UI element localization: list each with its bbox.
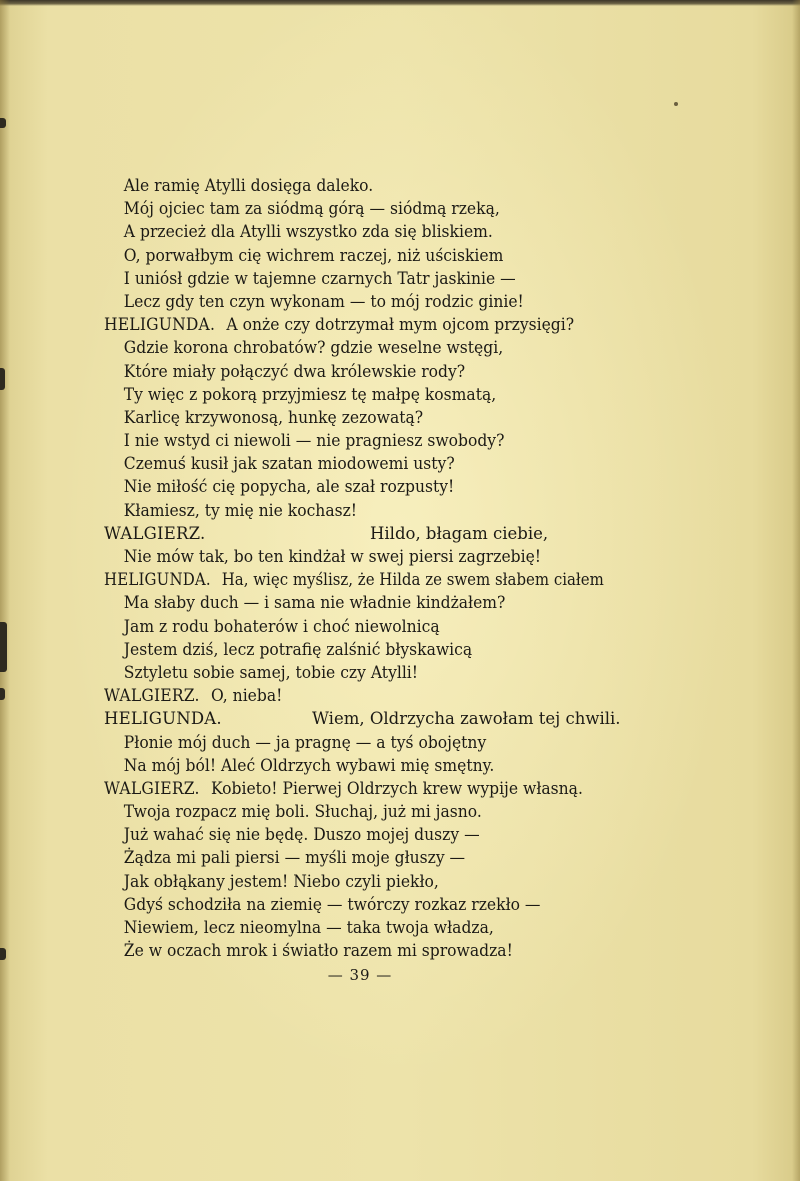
verse-text: A przecież dla Atylli wszystko zda się bliskiem. [123, 222, 493, 242]
verse-text: Które miały połączyć dwa królewskie rody? [123, 361, 466, 381]
verse-line [104, 545, 604, 568]
verse-line [104, 870, 604, 893]
speech-line [104, 313, 604, 336]
verse-text: I nie wstyd ci niewoli — nie pragniesz swobody? [123, 431, 505, 451]
verse-line [104, 731, 604, 754]
speech-text: Kobieto! Pierwej Oldrzych krew wypije własną. [210, 778, 583, 798]
verse-text: Karlicę krzywonosą, hunkę zezowatą? [123, 407, 424, 427]
verse-text: Niewiem, lecz nieomylna — taka twoja władza, [123, 918, 494, 937]
verse-line [104, 244, 604, 267]
verse-line [104, 916, 604, 939]
verse-text: Ty więc z pokorą przyjmiesz tę małpę kosmatą, [123, 384, 497, 404]
speaker-name: WALGIERZ. [104, 523, 206, 543]
verse-line [104, 499, 604, 522]
speaker-name: HELIGUNDA. [104, 315, 216, 335]
verse-text: Gdzie korona chrobatów? gdzie weselne wstęgi, [123, 338, 504, 358]
verse-text: Już wahać się nie będę. Duszo mojej duszy — [123, 825, 480, 845]
verse-text: Jestem dziś, lecz potrafię zalśnić błyskawicą [123, 639, 473, 659]
speech-text: O, nieba! [210, 686, 283, 706]
speech-text: Ha, więc myślisz, że Hilda ze swem słabem ciałem [221, 570, 604, 590]
verse-line [104, 383, 604, 406]
verse-line [104, 846, 604, 869]
page-right-edge [792, 0, 800, 1181]
verse-line [104, 336, 604, 359]
verse-line [104, 939, 604, 962]
verse-text: Ma słaby duch — i sama nie władnie kindżałem? [123, 593, 506, 613]
binding-mark [0, 948, 6, 960]
verse-text: Jak obłąkany jestem! Niebo czyli piekło, [123, 871, 439, 891]
drama-text [104, 174, 634, 962]
verse-line [104, 360, 604, 383]
verse-line [104, 452, 604, 475]
verse-text: Nie mów tak, bo ten kindżał w swej piersi zagrzebię! [123, 547, 542, 566]
verse-line [104, 823, 604, 846]
speech-line [104, 522, 634, 545]
verse-text: I uniósł gdzie w tajemne czarnych Tatr jaskinie — [123, 268, 516, 288]
verse-line [104, 406, 604, 429]
verse-line [104, 893, 604, 916]
verse-line [104, 661, 604, 684]
verse-text: Na mój ból! Aleć Oldrzych wybawi mię smętny. [123, 755, 495, 775]
verse-text: Żądza mi pali piersi — myśli moje głuszy — [123, 848, 466, 868]
speech-text: Hildo, błagam ciebie, [370, 523, 549, 543]
verse-line [104, 429, 604, 452]
verse-line [104, 591, 604, 614]
verse-text: Kłamiesz, ty mię nie kochasz! [123, 500, 358, 520]
speech-text: Wiem, Oldrzycha zawołam tej chwili. [312, 709, 621, 729]
speaker-name: HELIGUNDA. [104, 709, 222, 729]
verse-text: Płonie mój duch — ja pragnę — a tyś obojętny [123, 732, 487, 752]
verse-line [104, 615, 604, 638]
verse-line [104, 220, 604, 243]
speech-line [104, 684, 604, 707]
speech-line [104, 777, 604, 800]
verse-line [104, 290, 604, 313]
speaker-name: WALGIERZ. [104, 778, 200, 798]
verse-text: Jam z rodu bohaterów i choć niewolnicą [123, 616, 440, 636]
verse-text: Twoja rozpacz mię boli. Słuchaj, już mi jasno. [123, 802, 482, 822]
binding-mark [0, 118, 6, 128]
verse-line [104, 754, 604, 777]
page-number: — 39 — [327, 966, 393, 984]
verse-line [104, 197, 604, 220]
binding-mark [0, 622, 7, 672]
verse-line [104, 174, 604, 197]
speech-line [104, 707, 634, 730]
binding-mark [0, 368, 5, 390]
verse-text: Że w oczach mrok i światło razem mi sprowadza! [123, 941, 513, 961]
page-left-edge [0, 0, 10, 1181]
verse-text: Nie miłość cię popycha, ale szał rozpusty! [123, 477, 455, 497]
verse-text: Ale ramię Atylli dosięga daleko. [123, 176, 374, 195]
verse-line [104, 267, 604, 290]
verse-line [104, 638, 604, 661]
verse-text: O, porwałbym cię wichrem raczej, niż uściskiem [123, 245, 504, 265]
verse-text: Gdyś schodziła na ziemię — twórczy rozkaz rzekło — [123, 894, 541, 914]
paper-speck [674, 102, 678, 106]
speech-text: A onże czy dotrzymał mym ojcom przysięgi? [226, 315, 575, 335]
verse-text: Lecz gdy ten czyn wykonam — to mój rodzic ginie! [123, 291, 524, 311]
page-top-edge [0, 0, 800, 6]
verse-text: Mój ojciec tam za siódmą górą — siódmą rzeką, [123, 199, 500, 219]
speaker-name: HELIGUNDA. [104, 570, 211, 590]
verse-line [104, 800, 604, 823]
speaker-name: WALGIERZ. [104, 686, 200, 706]
verse-text: Czemuś kusił jak szatan miodowemi usty? [123, 454, 455, 474]
verse-text: Sztyletu sobie samej, tobie czy Atylli! [123, 662, 419, 682]
binding-mark [0, 688, 5, 700]
speech-line [104, 568, 604, 591]
verse-line [104, 475, 604, 498]
